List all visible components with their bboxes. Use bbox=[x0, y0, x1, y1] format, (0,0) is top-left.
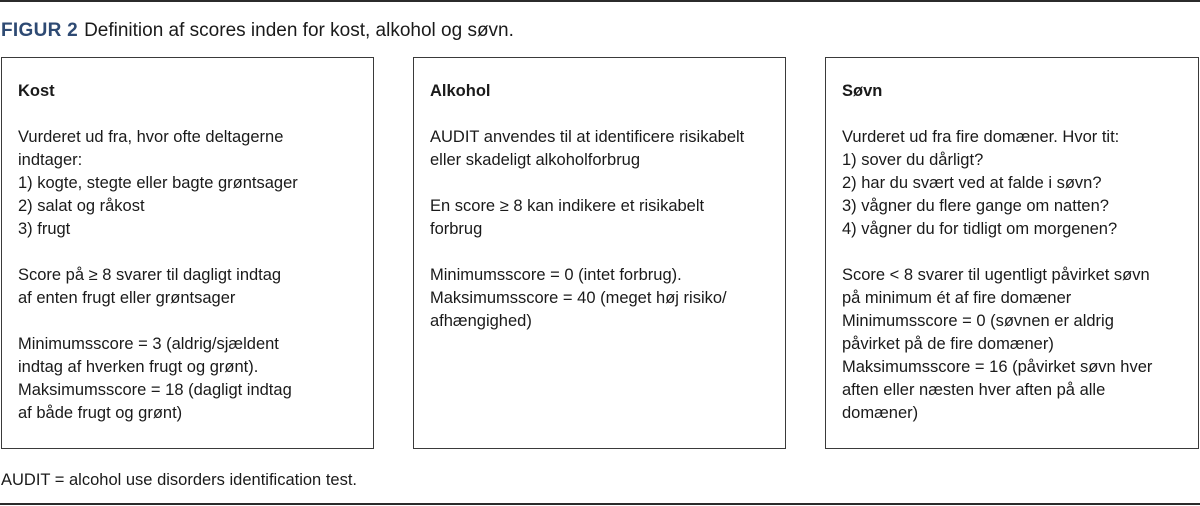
sovn-score-line: domæner) bbox=[842, 404, 919, 422]
alkohol-description-line: eller skadeligt alkoholforbrug bbox=[430, 151, 641, 169]
sovn-score-definition bbox=[842, 264, 1183, 425]
alkohol-score-range bbox=[430, 264, 770, 333]
sovn-box bbox=[825, 57, 1199, 449]
figure-title bbox=[1, 20, 514, 42]
kost-score-range bbox=[18, 333, 358, 425]
figure-caption: Definition af scores inden for kost, alkohol og søvn. bbox=[84, 20, 514, 41]
alkohol-range-line: Maksimumsscore = 40 (meget høj risiko/ bbox=[430, 289, 727, 307]
kost-range-line: Minimumsscore = 3 (aldrig/sjældent bbox=[18, 335, 279, 353]
sovn-description-line: Vurderet ud fra fire domæner. Hvor tit: bbox=[842, 128, 1120, 146]
sovn-description-line: 1) sover du dårligt? bbox=[842, 151, 984, 169]
kost-description bbox=[18, 126, 358, 241]
kost-description-line: Vurderet ud fra, hvor ofte deltagerne bbox=[18, 128, 284, 146]
sovn-description bbox=[842, 126, 1183, 241]
sovn-score-line: påvirket på de fire domæner) bbox=[842, 335, 1054, 353]
kost-range-line: Maksimumsscore = 18 (dagligt indtag bbox=[18, 381, 292, 399]
kost-threshold-line: af enten frugt eller grøntsager bbox=[18, 289, 236, 307]
alkohol-range-line: afhængighed) bbox=[430, 312, 532, 330]
sovn-heading: Søvn bbox=[842, 82, 883, 100]
sovn-score-line: Score < 8 svarer til ugentligt påvirket søvn bbox=[842, 266, 1150, 284]
kost-heading: Kost bbox=[18, 82, 55, 100]
alkohol-threshold-line: forbrug bbox=[430, 220, 483, 238]
sovn-score-line: Minimumsscore = 0 (søvnen er aldrig bbox=[842, 312, 1114, 330]
top-rule bbox=[0, 0, 1200, 2]
kost-description-line: indtager: bbox=[18, 151, 83, 169]
kost-description-line: 1) kogte, stegte eller bagte grøntsager bbox=[18, 174, 298, 192]
sovn-score-line: Maksimumsscore = 16 (påvirket søvn hver bbox=[842, 358, 1153, 376]
kost-range-line: af både frugt og grønt) bbox=[18, 404, 183, 422]
alkohol-threshold-line: En score ≥ 8 kan indikere et risikabelt bbox=[430, 197, 705, 215]
kost-score-threshold bbox=[18, 264, 358, 310]
kost-description-line: 2) salat og råkost bbox=[18, 197, 145, 215]
sovn-description-line: 4) vågner du for tidligt om morgenen? bbox=[842, 220, 1118, 238]
alkohol-range-line: Minimumsscore = 0 (intet forbrug). bbox=[430, 266, 682, 284]
alkohol-score-threshold bbox=[430, 195, 770, 241]
footnote: AUDIT = alcohol use disorders identification test. bbox=[1, 471, 357, 489]
sovn-description-line: 2) har du svært ved at falde i søvn? bbox=[842, 174, 1102, 192]
bottom-rule bbox=[0, 503, 1200, 505]
alkohol-box bbox=[413, 57, 786, 449]
kost-range-line: indtag af hverken frugt og grønt). bbox=[18, 358, 259, 376]
kost-threshold-line: Score på ≥ 8 svarer til dagligt indtag bbox=[18, 266, 282, 284]
sovn-score-line: aften eller næsten hver aften på alle bbox=[842, 381, 1106, 399]
alkohol-heading: Alkohol bbox=[430, 82, 491, 100]
alkohol-description bbox=[430, 126, 770, 172]
kost-description-line: 3) frugt bbox=[18, 220, 71, 238]
sovn-description-line: 3) vågner du flere gange om natten? bbox=[842, 197, 1109, 215]
kost-box bbox=[1, 57, 374, 449]
sovn-score-line: på minimum ét af fire domæner bbox=[842, 289, 1072, 307]
figure-label: FIGUR 2 bbox=[1, 20, 79, 41]
alkohol-description-line: AUDIT anvendes til at identificere risikabelt bbox=[430, 128, 745, 146]
